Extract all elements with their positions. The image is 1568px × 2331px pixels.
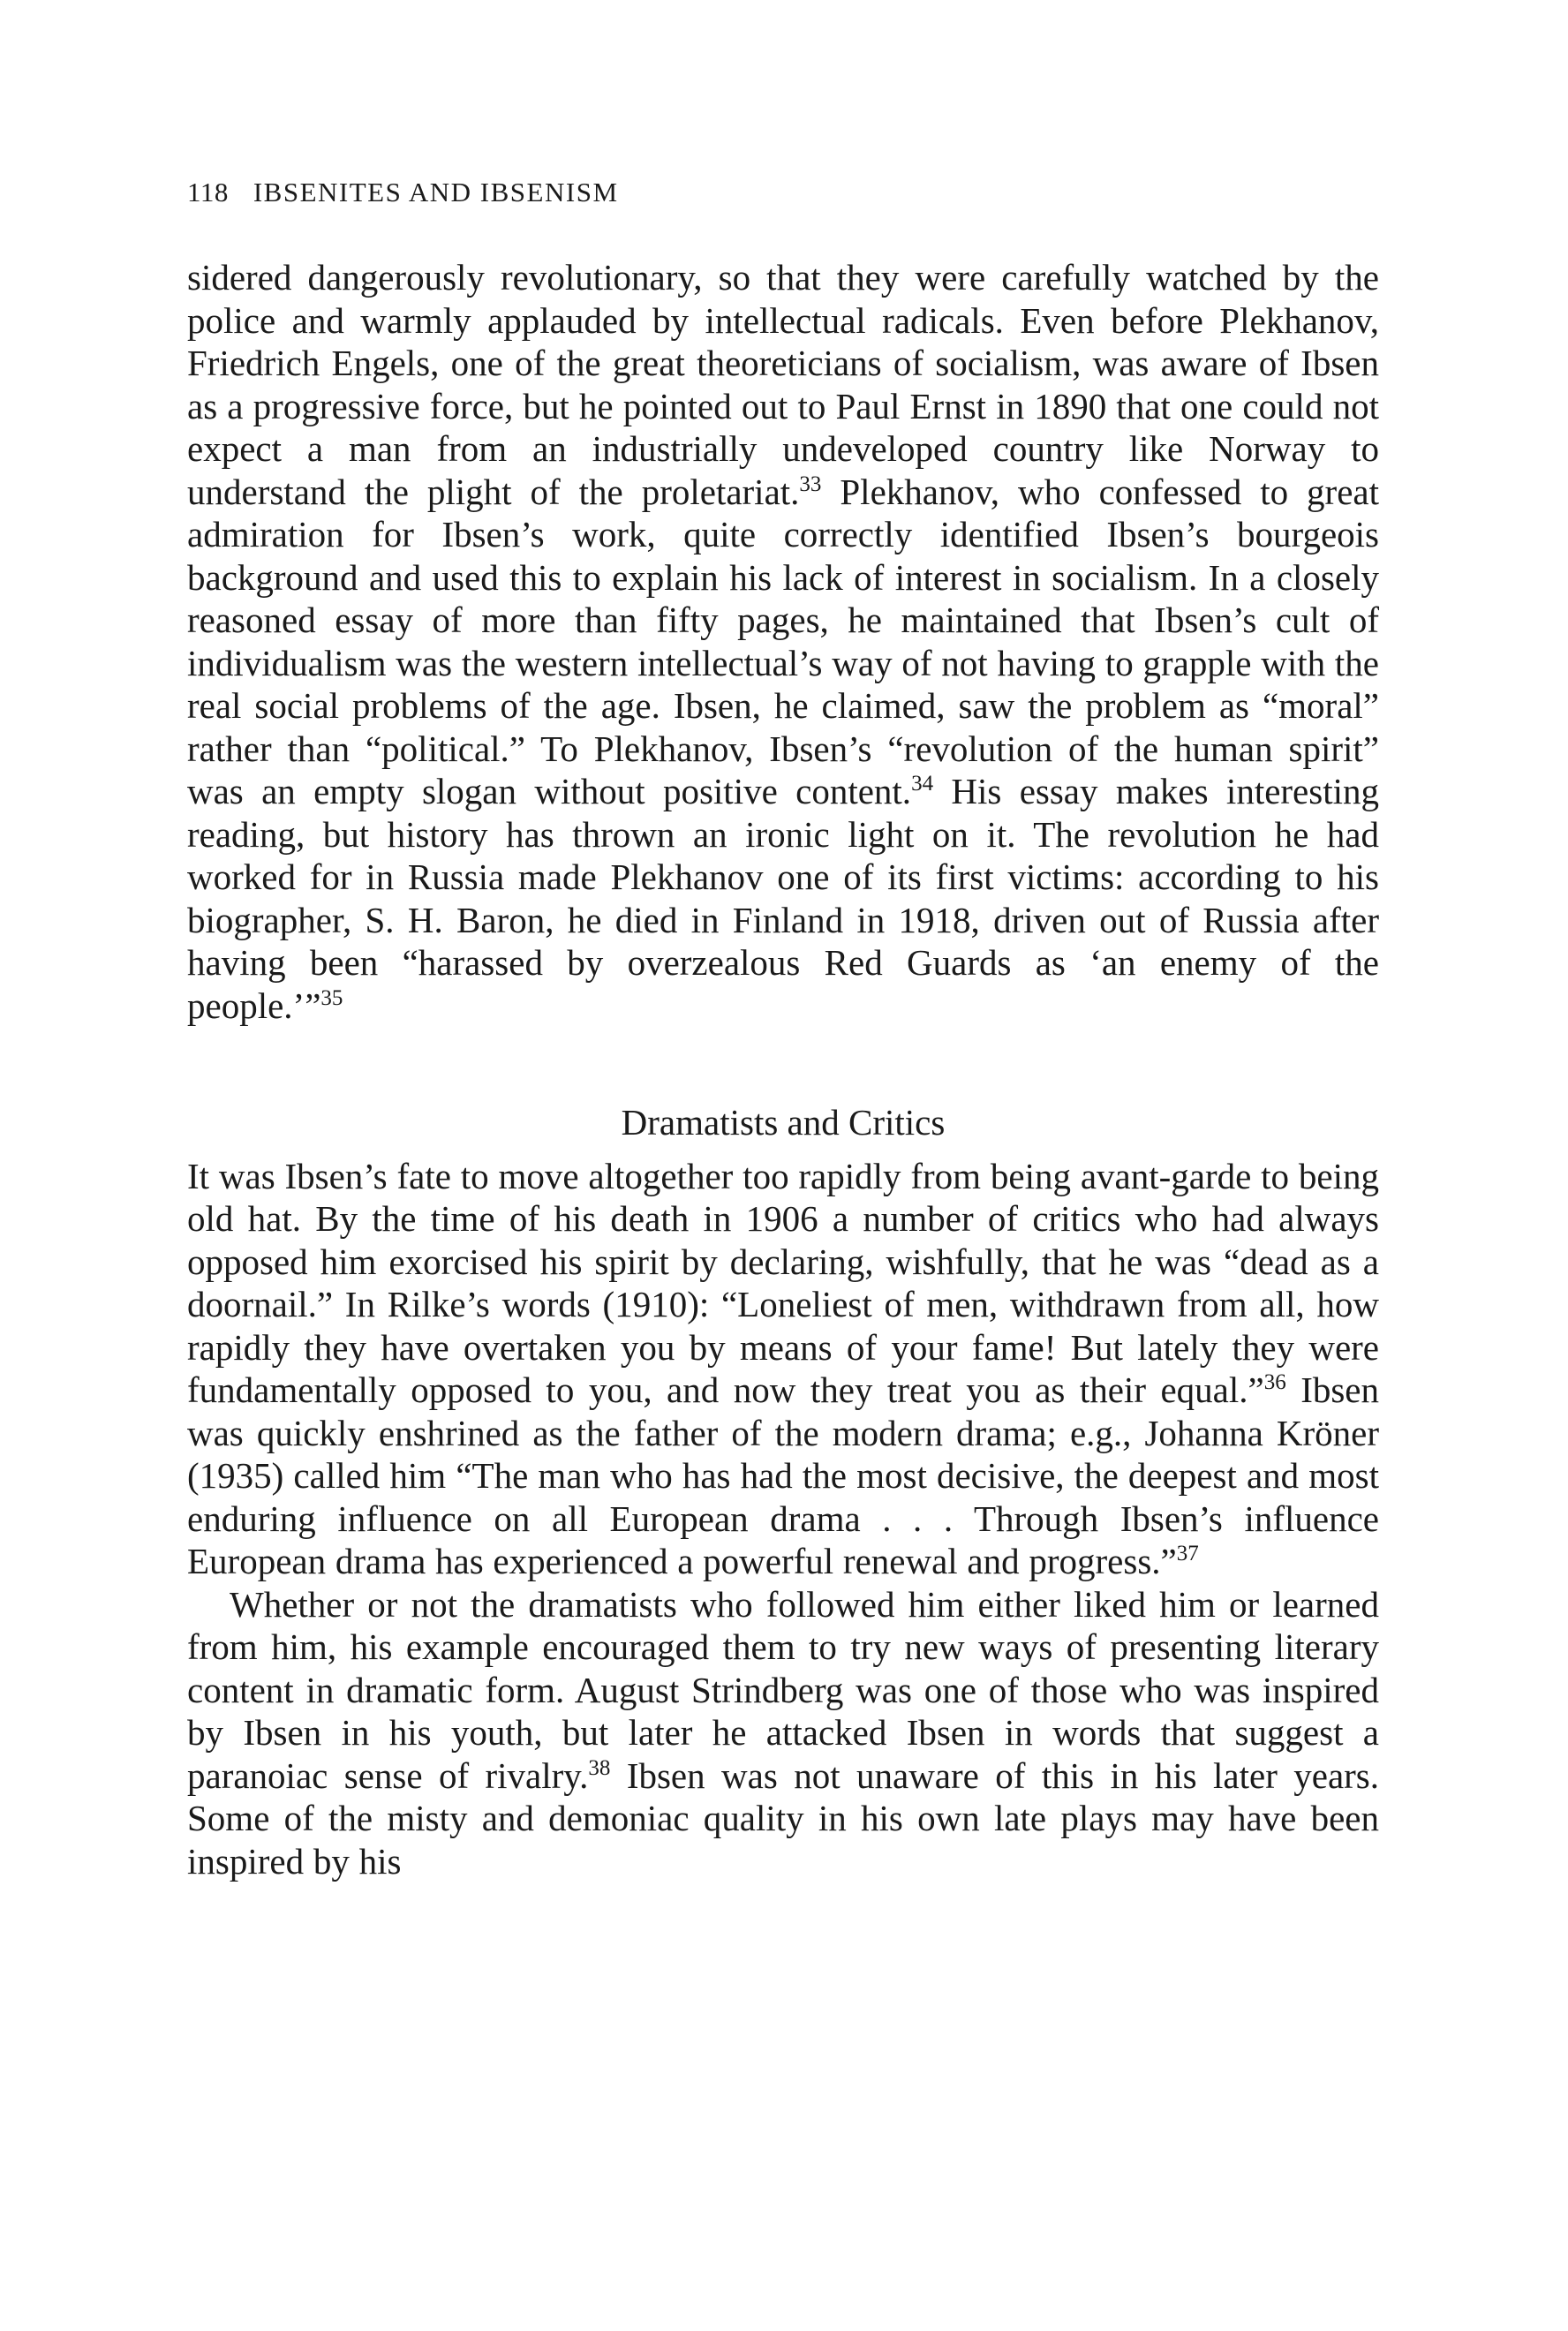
paragraph-text: Ibsen was not unaware of this in his later years. Some of the misty and demoniac quality in his own late plays may have been inspired by his — [187, 1754, 1380, 1882]
body-text — [187, 256, 1379, 1882]
section-heading: Dramatists and Critics — [621, 1102, 946, 1143]
running-head — [187, 177, 619, 208]
footnote-ref-33: 33 — [799, 471, 822, 496]
paragraph-text: sidered dangerously revolutionary, so that they were carefully watched by the police and warmly applauded by intellectual radicals. Even before Plekhanov, Friedrich Engels, one of the great theoreticians of socialism, was aware of Ibsen as a progressive force, but he pointed out to Paul Ernst in 1890 that one could not expect a man from an industrially undeveloped country like Norway to understand the plight of the proletariat. — [187, 257, 1379, 512]
footnote-ref-37: 37 — [1176, 1542, 1199, 1565]
footnote-ref-38: 38 — [588, 1755, 611, 1780]
footnote-ref-36: 36 — [1263, 1370, 1286, 1394]
paragraph-plekhanov — [187, 256, 1379, 1027]
paragraph-text: Plekhanov, who confessed to great admiration for Ibsen’s work, quite correctly identified Ibsen’s bourgeois background and used this to explain his lack of interest in socialism. In a closely reasoned essay of more than fifty pages, he maintained that Ibsen’s cult of individualism was the western intellectual’s way of not having to grapple with the real social problems of the age. Ibsen, he claimed, saw the problem as “moral” rather than “political.” To Plekhanov, Ibsen’s “revolution of the human spirit” was an empty slogan without positive content. — [187, 471, 1379, 811]
paragraph-strindberg — [187, 1583, 1379, 1883]
paragraph-ibsen-fate — [187, 1155, 1379, 1583]
footnote-ref-35: 35 — [320, 985, 343, 1010]
running-title: IBSENITES AND IBSENISM — [253, 177, 619, 207]
paragraph-text: His essay makes interesting reading, but history has thrown an ironic light on it. The revolution he had worked for in Russia made Plekhanov one of its first victims: according to his biographer, S. H. Baron, he died in Finland in 1918, driven out of Russia after having been “harassed by overzealous Red Guards as ‘an enemy of the people.’” — [187, 771, 1379, 1026]
paragraph-text: Ibsen was quickly enshrined as the father of the modern drama; e.g., Johanna Kröner (1935) called him “The man who has had the most decisive, the deepest and most enduring influence on all European drama . . . Through Ibsen’s influence European drama has experienced a powerful renewal and progress.” — [187, 1369, 1379, 1581]
paragraph-text: It was Ibsen’s fate to move altogether too rapidly from being avant-garde to being old hat. By the time of his death in 1906 a number of critics who had always opposed him exorcised his spirit by declaring, wishfully, that he was “dead as a doornail.” In Rilke’s words (1910): “Loneliest of men, withdrawn from all, how rapidly they have overtaken you by means of your fame! But lately they were fundamentally opposed to you, and now they treat you as their equal.” — [187, 1155, 1379, 1410]
page-number: 118 — [187, 177, 229, 207]
footnote-ref-34: 34 — [911, 772, 934, 796]
paragraph-text: Whether or not the dramatists who followed him either liked him or learned from him, his example encouraged them to try new ways of presenting literary content in dramatic form. August Strindberg was one of those who was inspired by Ibsen in his youth, but later he attacked Ibsen in words that suggest a paranoiac sense of rivalry. — [187, 1583, 1379, 1796]
